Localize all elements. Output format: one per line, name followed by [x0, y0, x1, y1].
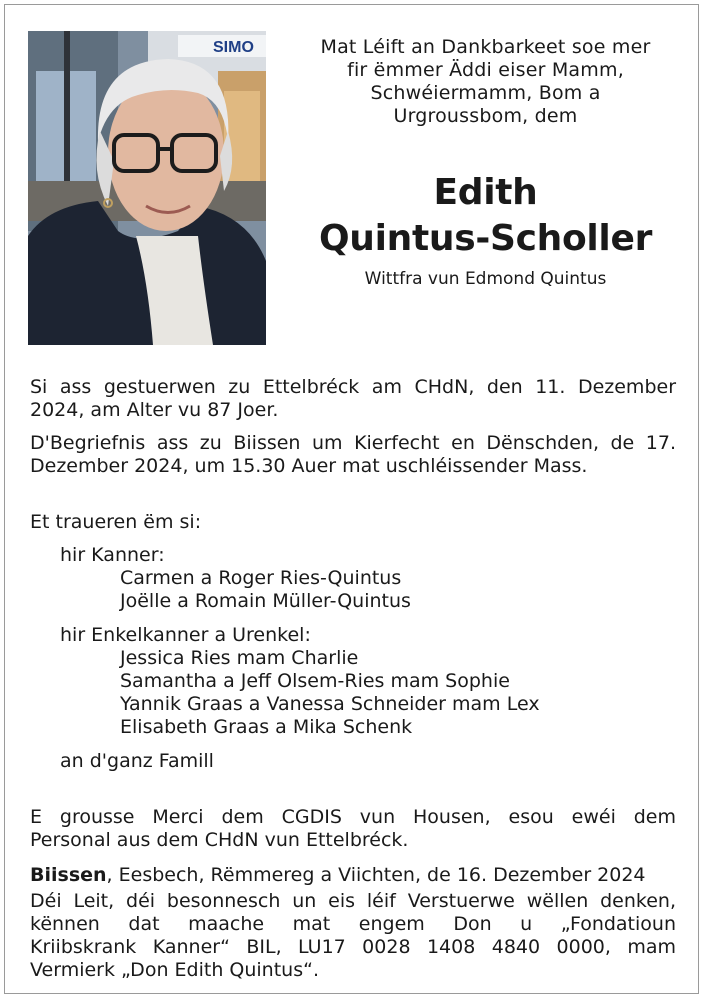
donation-line-2: kënnen dat maache mat engem Don u „Fondatioun: [30, 913, 676, 935]
grandchild-entry: Elisabeth Graas a Mika Schenk: [120, 716, 413, 738]
intro-line: Schwéiermamm, Bom a: [370, 82, 601, 104]
thanks-line-1: E grousse Merci dem CGDIS vun Housen, esou ewéi dem: [30, 806, 676, 828]
intro-line: Urgroussbom, dem: [393, 105, 578, 127]
place-town: Biissen: [30, 864, 107, 886]
deceased-name: [293, 170, 678, 262]
notice-body: [30, 376, 676, 982]
funeral-notice-line-1: D'Begriefnis ass zu Biissen um Kierfecht en Dënschden, de 17.: [30, 432, 676, 454]
family-line: an d'ganz Famill: [60, 750, 214, 772]
first-name: Edith: [433, 172, 538, 213]
death-notice-line-1: Si ass gestuerwen zu Ettelbréck am CHdN, den 11. Dezember: [30, 376, 676, 398]
grandchild-entry: Samantha a Jeff Olsem-Ries mam Sophie: [120, 670, 510, 692]
intro-line: fir ëmmer Äddi eiser Mamm,: [347, 59, 624, 81]
grandchild-entry: Jessica Ries mam Charlie: [120, 647, 359, 669]
donation-line-4: Vermierk „Don Edith Quintus“.: [30, 959, 319, 981]
sign-text: SIMO: [213, 39, 254, 56]
donation-line-1: Déi Leit, déi besonnesch un eis léif Verstuerwe wëllen denken,: [30, 890, 676, 912]
place-date-rest: , Eesbech, Rëmmereg a Viichten, de 16. Dezember 2024: [106, 864, 646, 886]
intro-text: [293, 36, 678, 128]
widow-line: Wittfra vun Edmond Quintus: [364, 269, 607, 289]
thanks-line-2: Personal aus dem CHdN vun Ettelbréck.: [30, 829, 409, 851]
child-entry: Joëlle a Romain Müller-Quintus: [120, 590, 411, 612]
grandchild-entry: Yannik Graas a Vanessa Schneider mam Lex: [120, 693, 540, 715]
death-notice-line-2: 2024, am Alter vu 87 Joer.: [30, 399, 279, 421]
grandchildren-heading: hir Enkelkanner a Urenkel:: [60, 624, 311, 646]
last-name: Quintus-Scholler: [318, 218, 653, 259]
funeral-notice-line-2: Dezember 2024, um 15.30 Auer mat uschléissender Mass.: [30, 455, 588, 477]
child-entry: Carmen a Roger Ries-Quintus: [120, 567, 402, 589]
mourners-heading: Et traueren ëm si:: [30, 511, 202, 533]
portrait-photo: [28, 31, 266, 345]
intro-line: Mat Léift an Dankbarkeet soe mer: [320, 36, 651, 58]
place-date-line: [30, 864, 676, 887]
children-heading: hir Kanner:: [60, 544, 165, 566]
donation-line-3: Kriibskrank Kanner“ BIL, LU17 0028 1408 4840 0000, mam: [30, 936, 676, 958]
